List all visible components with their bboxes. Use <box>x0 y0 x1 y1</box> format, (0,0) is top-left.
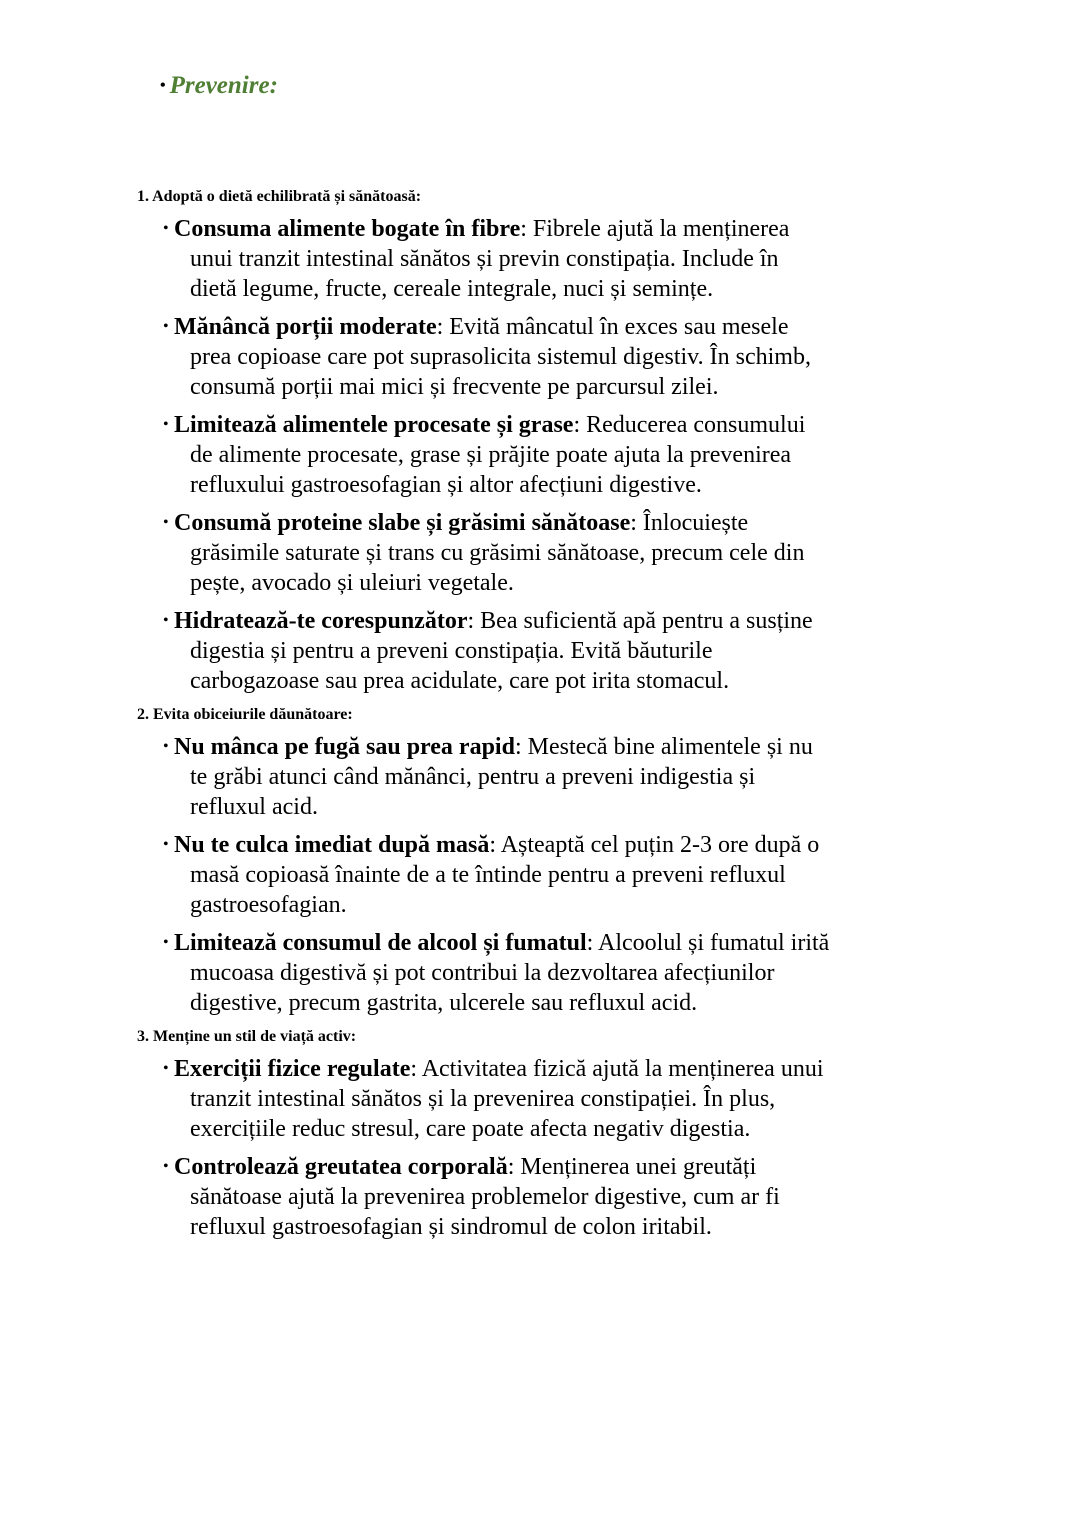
item-term: Limitează consumul de alcool și fumatul <box>174 930 587 956</box>
item-term: Exerciții fizice regulate <box>174 1056 411 1082</box>
bullet-icon: • <box>163 1158 169 1175</box>
list-item <box>137 830 830 920</box>
item-text: : Activitatea fizică ajută la menținerea unui tranzit intestinal sănătos și la prevenirea constipației. În plus, exercițiile reduc stresul, care poate afecta negativ digestia. <box>190 1056 824 1142</box>
item-text: : Fibrele ajută la menținerea unui tranzit intestinal sănătos și previn constipația. Include în dietă legume, fructe, cereale integrale, nuci și semințe. <box>190 216 790 302</box>
list-item <box>137 928 830 1018</box>
item-term: Nu mânca pe fugă sau prea rapid <box>174 734 515 760</box>
bullet-icon: • <box>163 738 169 755</box>
section-heading: 2. Evita obiceiurile dăunătoare: <box>137 706 353 723</box>
section-heading: 3. Menține un stil de viață activ: <box>137 1028 357 1045</box>
item-text: : Alcoolul și fumatul irită mucoasa digestivă și pot contribui la dezvoltarea afecțiunilor digestive, precum gastrita, ulcerele sau refluxul acid. <box>190 930 830 1016</box>
item-text: : Bea suficientă apă pentru a susține digestia și pentru a preveni constipația. Evită băuturile carbogazoase sau prea acidulate, care pot irita stomacul. <box>190 608 813 694</box>
item-term: Consuma alimente bogate în fibre <box>174 216 521 242</box>
bullet-icon: • <box>163 416 169 433</box>
list-item <box>137 1054 830 1144</box>
bullet-icon: • <box>163 1060 169 1077</box>
bullet-icon: • <box>163 836 169 853</box>
item-term: Limitează alimentele procesate și grase <box>174 412 574 438</box>
bullet-icon: • <box>163 318 169 335</box>
bullet-icon: • <box>163 514 169 531</box>
item-text: : Menținerea unei greutăți sănătoase ajută la prevenirea problemelor digestive, cum ar fi refluxul gastroesofagian și sindromul de colon iritabil. <box>190 1154 780 1240</box>
item-text: : Reducerea consumului de alimente procesate, grase și prăjite poate ajuta la prevenirea refluxului gastroesofagian și altor afecțiuni digestive. <box>190 412 806 498</box>
section <box>137 704 837 1018</box>
bullet-icon: • <box>160 77 166 94</box>
section-title <box>160 72 278 100</box>
list-item <box>137 732 830 822</box>
item-term: Hidratează-te corespunzător <box>174 608 468 634</box>
bullet-icon: • <box>163 612 169 629</box>
bullet-icon: • <box>163 220 169 237</box>
section <box>137 186 837 696</box>
item-term: Consumă proteine slabe și grăsimi sănătoase <box>174 510 631 536</box>
list-item <box>137 1152 830 1242</box>
item-term: Controlează greutatea corporală <box>174 1154 508 1180</box>
list-item <box>137 606 830 696</box>
document-content <box>137 186 837 1250</box>
list-item <box>137 312 830 402</box>
item-text: : Evită mâncatul în exces sau mesele prea copioase care pot suprasolicita sistemul digestiv. În schimb, consumă porții mai mici și frecvente pe parcursul zilei. <box>190 314 811 400</box>
list-item <box>137 214 830 304</box>
section-title-text: Prevenire: <box>169 72 278 99</box>
item-text: : Mestecă bine alimentele și nu te grăbi atunci când mănânci, pentru a preveni indigestia și refluxul acid. <box>190 734 813 820</box>
list-item <box>137 508 830 598</box>
bullet-icon: • <box>163 934 169 951</box>
section <box>137 1026 837 1242</box>
list-item <box>137 410 830 500</box>
item-text: : Așteaptă cel puțin 2-3 ore după o masă copioasă înainte de a te întinde pentru a preveni refluxul gastroesofagian. <box>190 832 820 918</box>
item-term: Nu te culca imediat după masă <box>174 832 490 858</box>
item-term: Mănâncă porții moderate <box>174 314 437 340</box>
item-text: : Înlocuiește grăsimile saturate și trans cu grăsimi sănătoase, precum cele din pește, avocado și uleiuri vegetale. <box>190 510 805 596</box>
section-heading: 1. Adoptă o dietă echilibrată și sănătoasă: <box>137 188 422 205</box>
